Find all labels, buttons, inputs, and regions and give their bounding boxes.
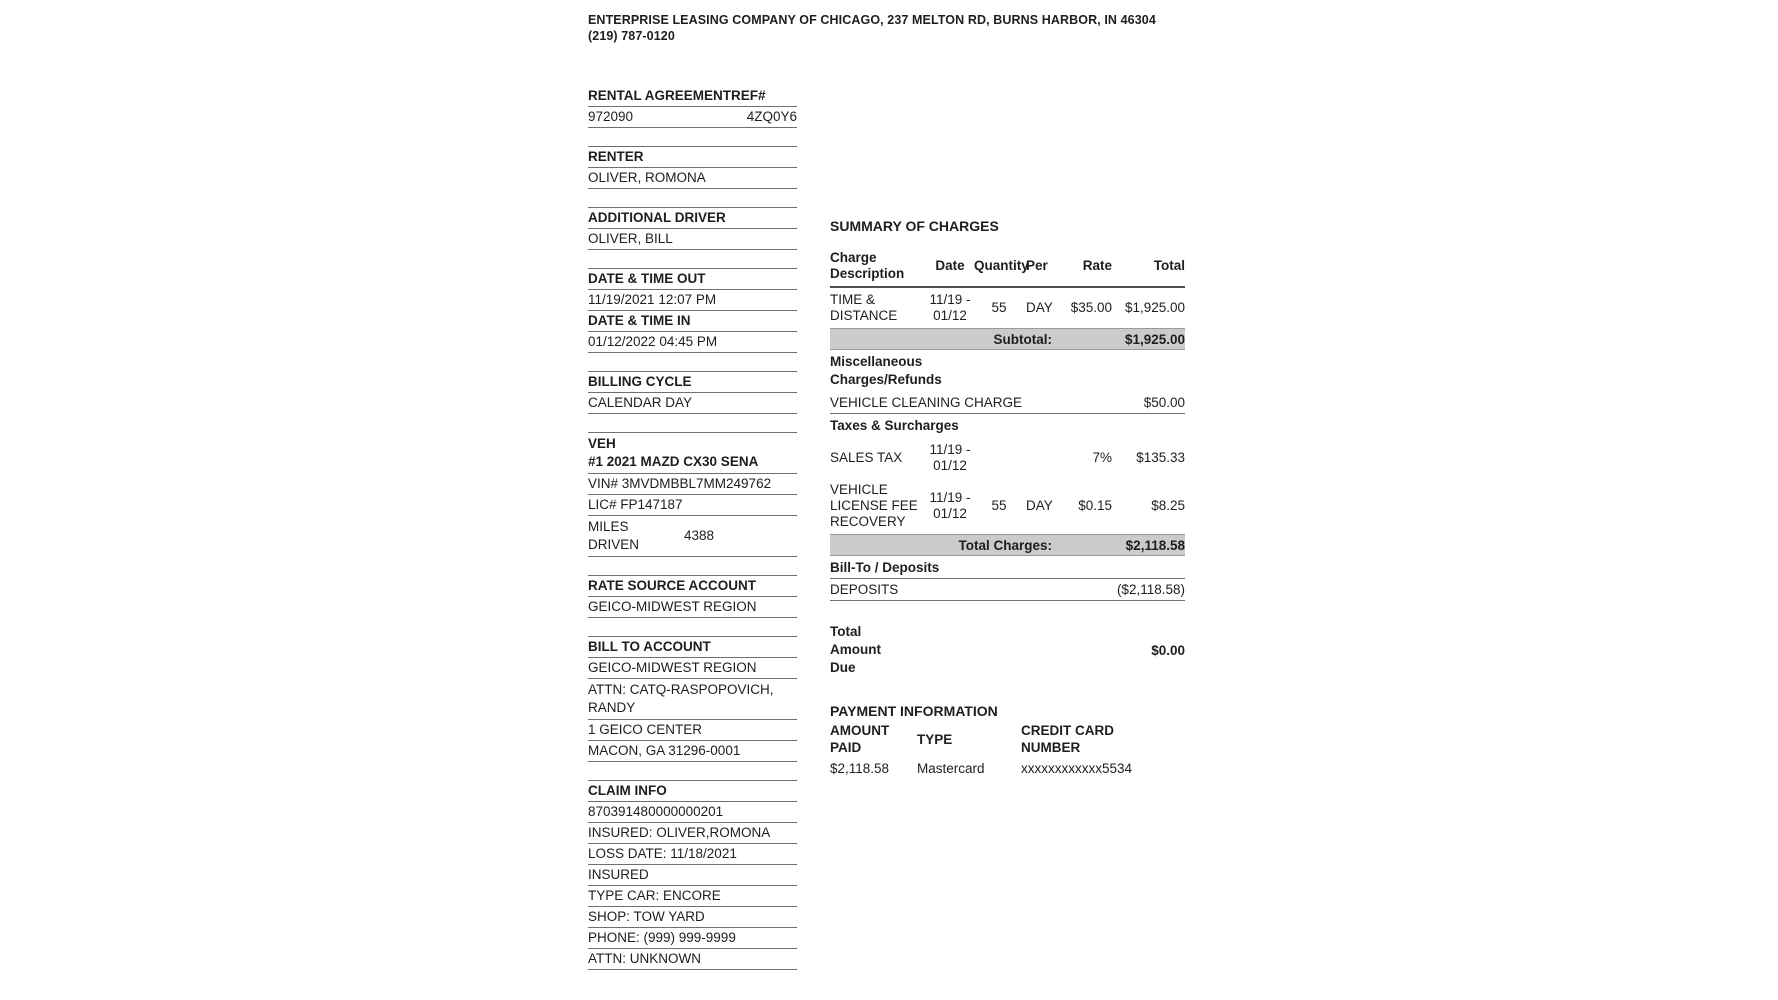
rental-agreement-number: 972090 — [588, 109, 634, 124]
company-header: ENTERPRISE LEASING COMPANY OF CHICAGO, 237 MELTON RD, BURNS HARBOR, IN 46304 (219) 787-0120 — [588, 13, 1156, 43]
col-charge-description: Charge Description — [830, 249, 905, 281]
claim-info-line: INSURED — [588, 865, 797, 886]
section-renter — [588, 146, 797, 189]
date-time-out-value: 11/19/2021 12:07 PM — [588, 290, 797, 311]
document-columns — [588, 44, 1188, 970]
claim-info-line: 870391480000000201 — [588, 802, 797, 823]
charge-description: VEHICLE LICENSE FEE RECOVERY — [830, 482, 918, 529]
payment-information-title: PAYMENT INFORMATION — [830, 703, 998, 719]
charge-per: DAY — [1026, 300, 1053, 315]
cleaning-description: VEHICLE CLEANING CHARGE — [830, 395, 1023, 410]
cleaning-total: $50.00 — [1143, 395, 1185, 410]
claim-info-line: LOSS DATE: 11/18/2021 — [588, 844, 797, 865]
charge-date: 11/19 - 01/12 — [929, 442, 971, 473]
bill-to-line: GEICO-MIDWEST REGION — [588, 658, 797, 679]
bill-to-line: ATTN: CATQ-RASPOPOVICH, RANDY — [588, 679, 797, 720]
rental-receipt-document — [588, 12, 1188, 970]
section-additional-driver — [588, 207, 797, 250]
col-per: Per — [1026, 257, 1048, 273]
total-amount-due-value: $0.00 — [1151, 642, 1185, 658]
rental-agreement-label: RENTAL AGREEMENT — [588, 88, 732, 103]
deposits-label: DEPOSITS — [830, 582, 899, 597]
taxes-surcharges-label: Taxes & Surcharges — [830, 418, 959, 433]
subtotal-label: Subtotal: — [993, 331, 1052, 347]
miles-driven-value: 4388 — [684, 528, 715, 543]
charge-row-sales-tax — [830, 438, 1185, 478]
vehicle-license: LIC# FP147187 — [588, 495, 797, 516]
charge-description: TIME & DISTANCE — [830, 292, 898, 323]
charge-total: $8.25 — [1151, 498, 1185, 513]
total-charges-value: $2,118.58 — [1125, 537, 1185, 553]
col-credit-card-number: CREDIT CARD NUMBER — [1021, 723, 1114, 755]
charge-description: SALES TAX — [830, 450, 903, 465]
charges-table-header — [830, 248, 1185, 288]
col-quantity: Quantity — [974, 257, 1029, 273]
col-total: Total — [1153, 257, 1185, 273]
billing-cycle-value: CALENDAR DAY — [588, 393, 797, 414]
bill-to-line: MACON, GA 31296-0001 — [588, 741, 797, 762]
charge-quantity: 55 — [991, 300, 1007, 315]
date-time-in-label: DATE & TIME IN — [588, 311, 797, 332]
billing-cycle-label: BILLING CYCLE — [588, 372, 797, 393]
payment-type-value: Mastercard — [917, 761, 985, 776]
payment-table-header — [830, 719, 1185, 759]
col-rate: Rate — [1082, 257, 1112, 273]
charge-quantity: 55 — [991, 498, 1007, 513]
misc-charges-label: Miscellaneous Charges/Refunds — [830, 354, 942, 387]
payment-values-row — [830, 759, 1185, 779]
ref-value: 4ZQ0Y6 — [746, 109, 797, 124]
total-amount-due-row — [830, 623, 1185, 677]
total-charges-label: Total Charges: — [958, 537, 1052, 553]
total-amount-due-label: Total Amount Due — [830, 624, 881, 675]
section-claim-info — [588, 780, 797, 970]
charge-per: DAY — [1026, 498, 1053, 513]
charge-total: $135.33 — [1136, 450, 1185, 465]
renter-label: RENTER — [588, 147, 797, 168]
subtotal-band — [830, 328, 1185, 350]
charge-rate: 7% — [1092, 450, 1112, 465]
charge-row-vehicle-license-fee — [830, 478, 1185, 534]
claim-info-line: TYPE CAR: ENCORE — [588, 886, 797, 907]
rate-source-value: GEICO-MIDWEST REGION — [588, 597, 797, 618]
additional-driver-value: OLIVER, BILL — [588, 229, 797, 250]
col-amount-paid: AMOUNT PAID — [830, 723, 890, 755]
charge-rate: $0.15 — [1078, 498, 1112, 513]
col-type: TYPE — [917, 731, 953, 747]
miles-driven-label: MILES DRIVEN — [588, 519, 640, 552]
summary-title: SUMMARY OF CHARGES — [830, 218, 999, 234]
section-bill-to — [588, 636, 797, 762]
card-number-value: xxxxxxxxxxxx5534 — [1021, 761, 1133, 776]
charge-total: $1,925.00 — [1124, 300, 1185, 315]
charge-row-time-distance — [830, 288, 1185, 328]
date-time-in-value: 01/12/2022 04:45 PM — [588, 332, 797, 353]
bill-to-label: BILL TO ACCOUNT — [588, 637, 797, 658]
vehicle-label: VEH — [588, 436, 616, 451]
deposits-row — [830, 579, 1185, 601]
charge-rate: $35.00 — [1070, 300, 1112, 315]
renter-value: OLIVER, ROMONA — [588, 168, 797, 189]
claim-info-line: PHONE: (999) 999-9999 — [588, 928, 797, 949]
claim-info-line: ATTN: UNKNOWN — [588, 949, 797, 970]
col-date: Date — [935, 257, 965, 273]
claim-info-line: INSURED: OLIVER,ROMONA — [588, 823, 797, 844]
section-rate-source — [588, 575, 797, 618]
section-vehicle — [588, 432, 797, 557]
additional-driver-label: ADDITIONAL DRIVER — [588, 208, 797, 229]
bill-to-line: 1 GEICO CENTER — [588, 720, 797, 741]
vehicle-vin: VIN# 3MVDMBBL7MM249762 — [588, 474, 797, 495]
rate-source-label: RATE SOURCE ACCOUNT — [588, 576, 797, 597]
charge-row-vehicle-cleaning — [830, 392, 1185, 414]
subtotal-value: $1,925.00 — [1124, 331, 1185, 347]
section-billing-cycle — [588, 371, 797, 414]
bill-to-deposits-label: Bill-To / Deposits — [830, 556, 1185, 579]
charge-date: 11/19 - 01/12 — [929, 490, 971, 521]
amount-paid-value: $2,118.58 — [830, 761, 890, 776]
vehicle-description: #1 2021 MAZD CX30 SENA — [588, 454, 759, 469]
total-charges-band — [830, 534, 1185, 556]
claim-info-label: CLAIM INFO — [588, 781, 797, 802]
date-time-out-label: DATE & TIME OUT — [588, 269, 797, 290]
section-dates — [588, 268, 797, 353]
summary-of-charges-column — [830, 218, 1185, 779]
deposits-value: ($2,118.58) — [1116, 582, 1185, 597]
section-rental-agreement — [588, 86, 797, 128]
rental-details-column — [588, 86, 797, 970]
claim-info-line: SHOP: TOW YARD — [588, 907, 797, 928]
charge-date: 11/19 - 01/12 — [929, 292, 971, 323]
ref-label: REF# — [731, 88, 766, 103]
